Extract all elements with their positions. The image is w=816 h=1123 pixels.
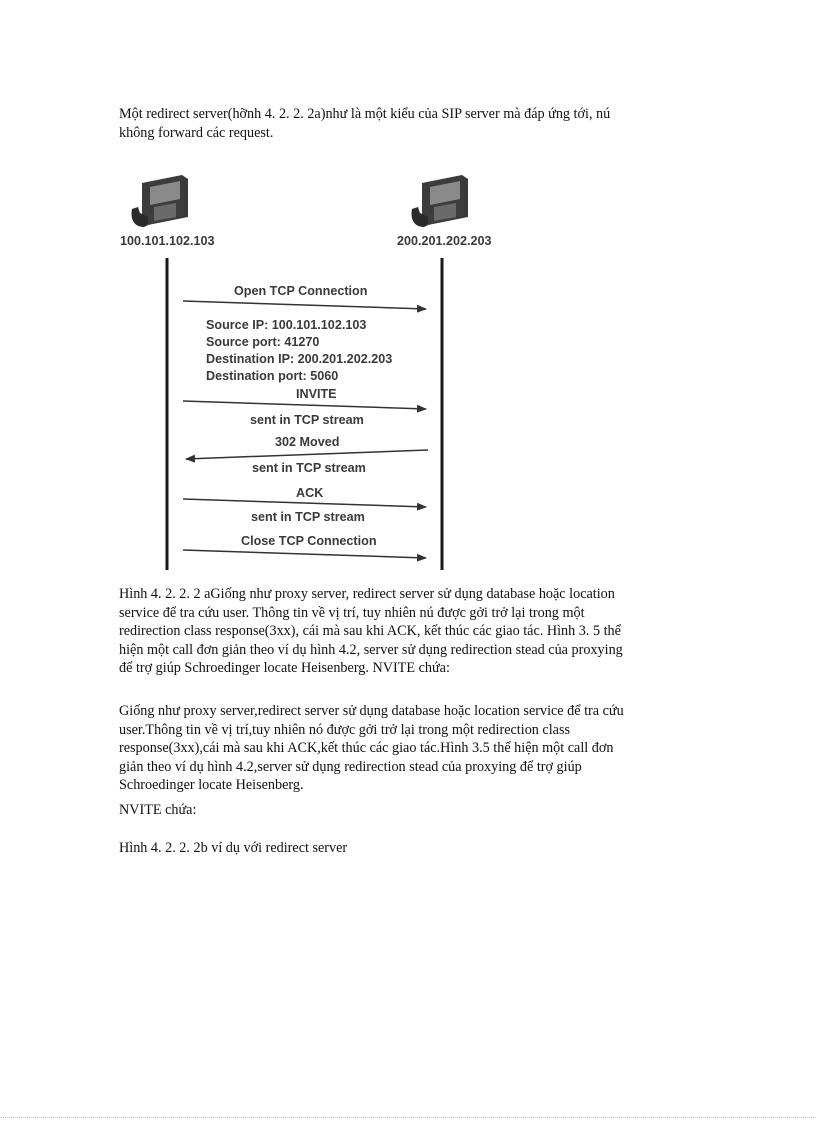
text-line: giản theo ví dụ hình 4.2,server sử dụng redirection stead của proxying để trợ giúp — [119, 758, 582, 775]
invite-arrow — [183, 401, 426, 409]
source-port-label: Source port: 41270 — [206, 335, 320, 349]
moved-label: 302 Moved — [275, 435, 340, 449]
text-line: hiện một call đơn giản theo ví dụ hình 4.2, server sử dụng redirection stead của proxying — [119, 641, 623, 658]
invite-label: INVITE — [296, 387, 337, 401]
left-host-label: 100.101.102.103 — [120, 234, 215, 248]
text-line: user.Thông tin về vị trí,tuy nhiên nó được gởi trở lại trong một redirection class — [119, 721, 571, 738]
text-line: Một redirect server(hỡnh 4. 2. 2. 2a)như là một kiểu của SIP server mà đáp ứng tới, nú — [119, 106, 611, 122]
sip-redirect-diagram — [110, 165, 510, 575]
open-tcp-label: Open TCP Connection — [234, 284, 368, 298]
right-host-label: 200.201.202.203 — [397, 234, 492, 248]
open-tcp-arrow — [183, 301, 426, 309]
source-ip-label: Source IP: 100.101.102.103 — [206, 318, 367, 332]
moved-arrow — [186, 450, 428, 459]
figure-caption-b: Hình 4. 2. 2. 2b ví dụ với redirect server — [119, 840, 348, 856]
text-line: response(3xx),cái mà sau khi ACK,kết thúc các giao tác.Hình 3.5 thể hiện một call đơn — [119, 740, 614, 757]
body-paragraph — [119, 702, 699, 795]
figure-caption-a — [119, 585, 699, 678]
dest-ip-label: Destination IP: 200.201.202.203 — [206, 352, 393, 366]
nvite-line: NVITE chứa: — [119, 802, 197, 818]
close-tcp-label: Close TCP Connection — [241, 534, 377, 548]
text-line: Giống như proxy server,redirect server sử dụng database hoặc location service để tra cứu — [119, 703, 624, 719]
text-line: service để tra cứu user. Thông tin về vị trí, tuy nhiên nú được gởi trở lại trong một — [119, 604, 585, 621]
sent-stream-label-3: sent in TCP stream — [251, 510, 365, 524]
sent-stream-label-1: sent in TCP stream — [250, 413, 364, 427]
text-line: không forward các request. — [119, 124, 274, 141]
intro-paragraph — [119, 105, 699, 142]
ack-arrow — [183, 499, 426, 507]
dest-port-label: Destination port: 5060 — [206, 369, 339, 383]
right-phone-icon — [412, 175, 469, 227]
text-line: Hình 4. 2. 2. 2 aGiống như proxy server, redirect server sử dụng database hoặc location — [119, 586, 615, 602]
ack-label: ACK — [296, 486, 324, 500]
text-line: redirection class response(3xx), cái mà sau khi ACK, kết thúc các giao tác. Hình 3. 5 thể — [119, 623, 621, 640]
text-line: để trợ giúp Schroedinger locate Heisenberg. NVITE chứa: — [119, 660, 450, 677]
text-line: Schroedinger locate Heisenberg. — [119, 777, 304, 794]
sent-stream-label-2: sent in TCP stream — [252, 461, 366, 475]
left-phone-icon — [132, 175, 189, 227]
page-bottom-divider — [0, 1117, 816, 1118]
close-tcp-arrow — [183, 550, 426, 558]
